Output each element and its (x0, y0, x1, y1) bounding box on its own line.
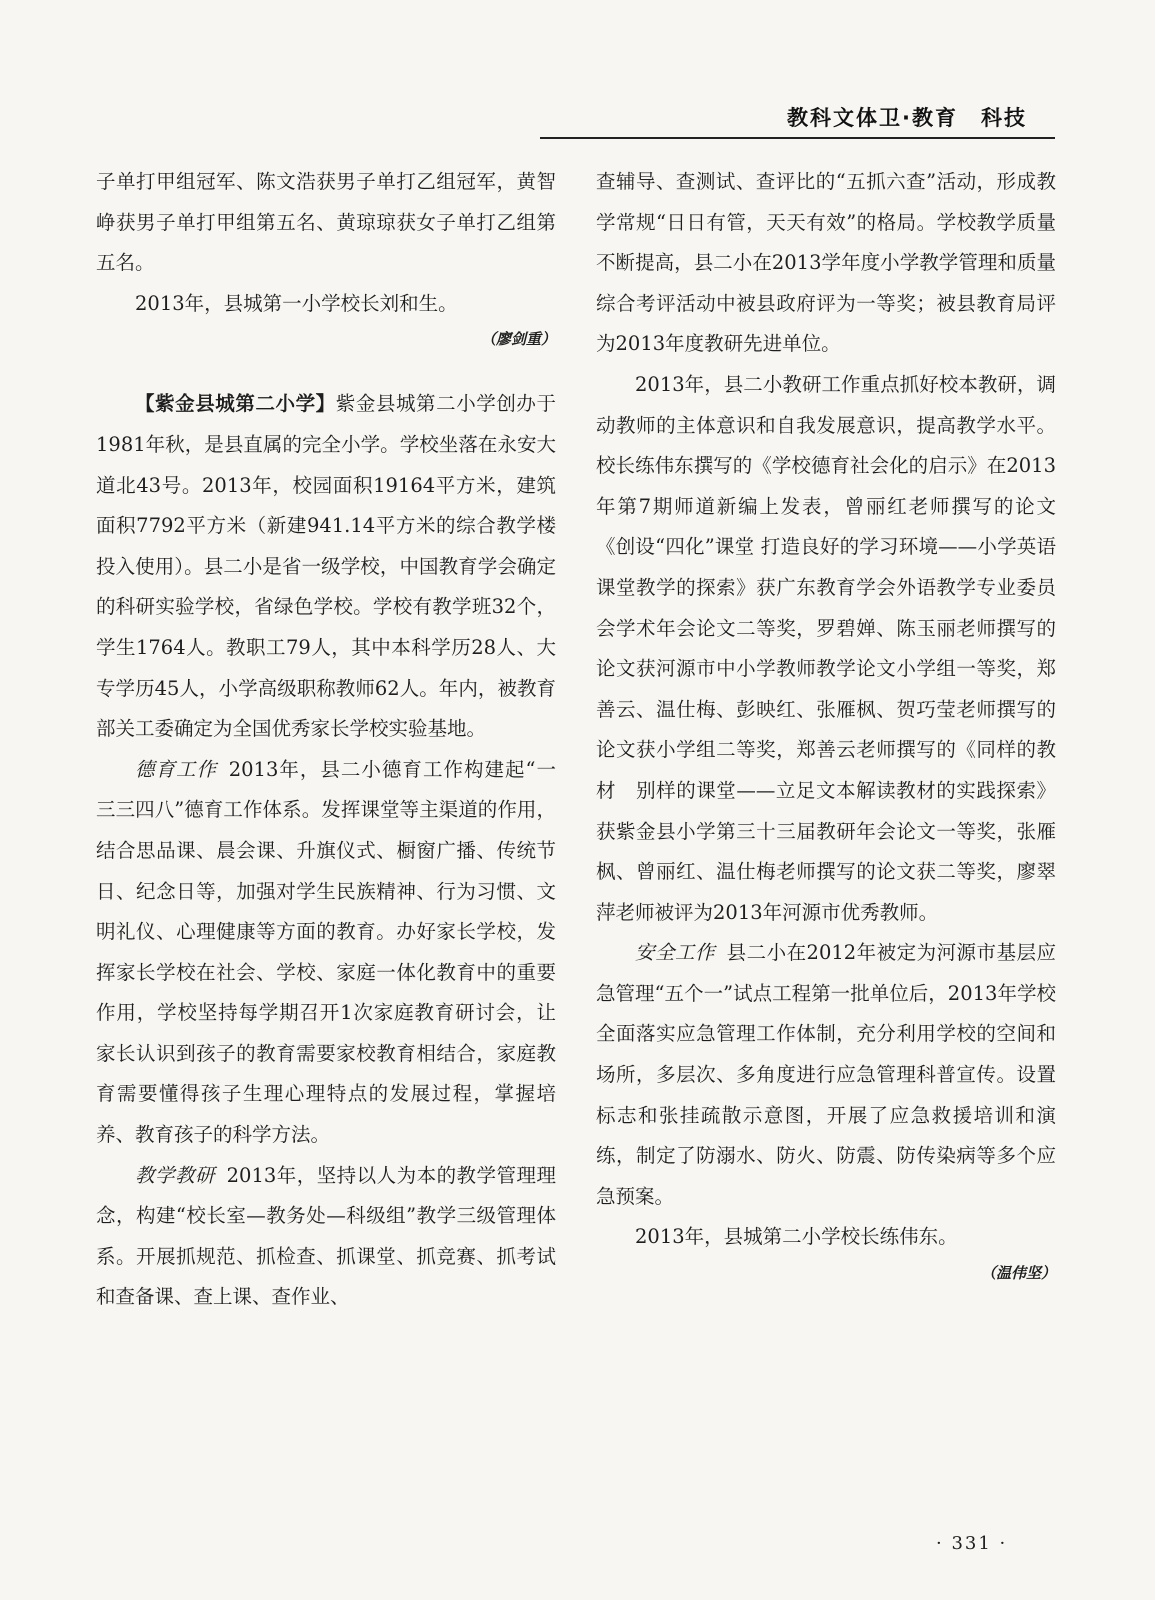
teaching-research-paragraph (96, 1156, 556, 1318)
page-number: · 331 · (936, 1533, 1008, 1554)
left-column (96, 162, 556, 1318)
safety-work-paragraph (596, 933, 1056, 1217)
right-column (596, 162, 1056, 1288)
entry-title: 【紫金县城第二小学】 (135, 392, 336, 416)
author-credit: （廖剑重） (480, 330, 556, 349)
subsection-title-safety: 安全工作 (635, 941, 715, 965)
subsection-title-moral-education: 德育工作 (135, 757, 218, 781)
moral-education-text: 2013年，县二小德育工作构建起“一三三四八”德育工作体系。发挥课堂等主渠道的作用，结合思品课、晨会课、升旗仪式、橱窗广播、传统节日、纪念日等，加强对学生民族精神、行为习惯、文明礼仪、心理健康等方面的教育。办好家长学校，发挥家长学校在社会、学校、家庭一体化教育中的重要作用，学校坚持每学期召开1次家庭教育研讨会，让家长认识到孩子的教育需要家校教育相结合，家庭教育需要懂得孩子生理心理特点的发展过程，掌握培养、教育孩子的科学方法。 (96, 757, 556, 1147)
subsection-title-teaching-research: 教学教研 (135, 1163, 215, 1187)
principal-note-first-school: 2013年，县城第一小学校长刘和生。 (135, 291, 458, 315)
principal-note-second-school: 2013年，县城第二小学校长练伟东。 (635, 1225, 958, 1249)
safety-work-text: 县二小在2012年被定为河源市基层应急管理“五个一”试点工程第一批单位后，2013年学校全面落实应急管理工作体制，充分利用学校的空间和场所，多层次、多角度进行应急管理科普宣传。设置标志和张挂疏散示意图，开展了应急救援培训和演练，制定了防溺水、防火、防震、防传染病等多个应急预案。 (596, 941, 1056, 1208)
teaching-research-continued: 查辅导、查测试、查评比的“五抓六查”活动，形成教学常规“日日有管，天天有效”的格局。学校教学质量不断提高，县二小在2013学年度小学教学管理和质量综合考评活动中被县政府评为一等奖；被县教育局评为2013年度教研先进单位。 (596, 170, 1056, 356)
author-credit: （温伟坚） (980, 1264, 1056, 1283)
moral-education-paragraph (96, 750, 556, 1156)
entry-intro-paragraph (96, 384, 556, 749)
research-work-paragraph: 2013年，县二小教研工作重点抓好校本教研，调动教师的主体意识和自我发展意识，提高教学水平。校长练伟东撰写的《学校德育社会化的启示》在2013年第7期师道新编上发表，曾丽红老师撰写的论文《创设“四化”课堂 打造良好的学习环境——小学英语课堂教学的探索》获广东教育学会外语教学专业委员会学术年会论文二等奖，罗碧婵、陈玉丽老师撰写的论文获河源市中小学教师教学论文小学组一等奖，郑善云、温仕梅、彭映红、张雁枫、贺巧莹老师撰写的论文获小学组二等奖，郑善云老师撰写的《同样的教材 别样的课堂——立足文本解读教材的实践探索》获紫金县小学第三十三届教研年会论文一等奖，张雁枫、曾丽红、温仕梅老师撰写的论文获二等奖，廖翠萍老师被评为2013年河源市优秀教师。 (596, 372, 1056, 924)
section-header: 教科文体卫·教育 科技 (787, 106, 1027, 130)
header-rule (540, 137, 1055, 139)
entry-intro-text: 紫金县城第二小学创办于1981年秋，是县直属的完全小学。学校坐落在永安大道北43号。2013年，校园面积19164平方米，建筑面积7792平方米（新建941.14平方米的综合教学楼投入使用）。县二小是省一级学校，中国教育学会确定的科研实验学校，省绿色学校。学校有教学班32个，学生1764人。教职工79人，其中本科学历28人、大专学历45人，小学高级职称教师62人。年内，被教育部关工委确定为全国优秀家长学校实验基地。 (96, 392, 556, 741)
teaching-research-text: 2013年，坚持以人为本的教学管理理念，构建“校长室—教务处—科级组”教学三级管理体系。开展抓规范、抓检查、抓课堂、抓竞赛、抓考试和查备课、查上课、查作业、 (96, 1163, 556, 1309)
paragraph-continued: 子单打甲组冠军、陈文浩获男子单打乙组冠军，黄智峥获男子单打甲组第五名、黄琼琼获女子单打乙组第五名。 (96, 170, 556, 275)
